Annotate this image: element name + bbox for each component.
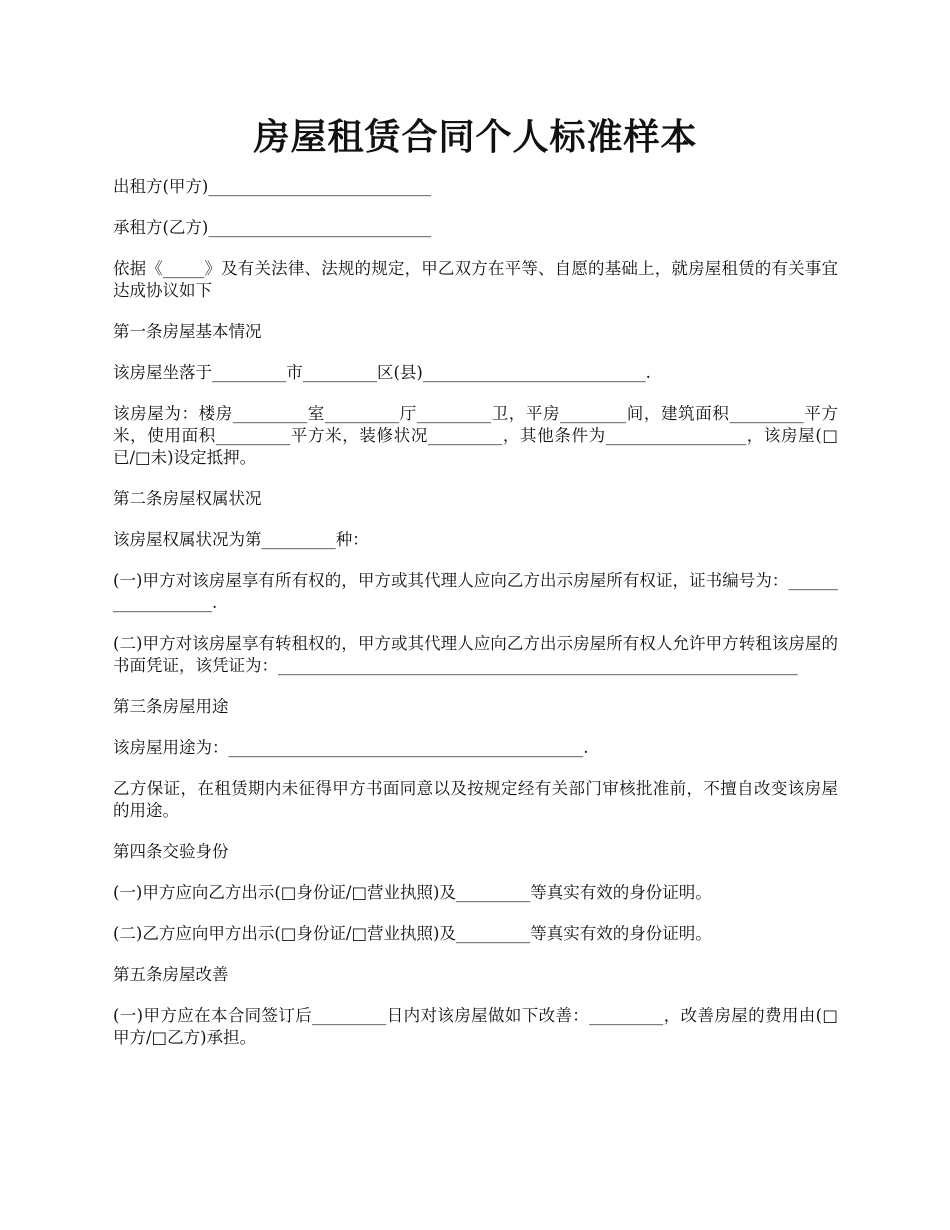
article-1-heading: 第一条房屋基本情况: [113, 322, 262, 341]
article-5-heading: 第五条房屋改善: [113, 965, 229, 984]
identity-clause-1: (一)甲方应向乙方出示(□身份证/□营业执照)及_________等真实有效的身份证明。: [113, 883, 712, 902]
ownership-clause-1: (一)甲方对该房屋享有所有权的，甲方或其代理人应向乙方出示房屋所有权证，证书编号为：__________________.: [113, 571, 838, 612]
property-details-paragraph: 该房屋为：楼房_________室_________厅_________卫，平房________间，建筑面积_________平方米，使用面积_________平方米，装修状况_________，其他条件为_________________，该房屋(□已/□未)设定抵押。: [113, 404, 838, 467]
usage-paragraph: 该房屋用途为：___________________________________________.: [113, 738, 589, 757]
article-3-heading: 第三条房屋用途: [113, 697, 229, 716]
document-title: 房屋租赁合同个人标准样本: [253, 116, 698, 158]
document-body: [113, 176, 838, 1049]
preamble-paragraph: 依据《_____》及有关法律、法规的规定，甲乙双方在平等、自愿的基础上，就房屋租赁的有关事宜达成协议如下: [113, 259, 838, 300]
article-4-heading: 第四条交验身份: [113, 842, 229, 861]
identity-clause-2: (二)乙方应向甲方出示(□身份证/□营业执照)及_________等真实有效的身份证明。: [113, 924, 712, 943]
lessee-line: 承租方(乙方)___________________________: [113, 218, 432, 237]
ownership-type-paragraph: 该房屋权属状况为第_________种：: [113, 530, 369, 549]
usage-guarantee-paragraph: 乙方保证，在租赁期内未征得甲方书面同意以及按规定经有关部门审核批准前，不擅自改变该房屋的用途。: [113, 779, 838, 820]
ownership-clause-2: (二)甲方对该房屋享有转租权的，甲方或其代理人应向乙方出示房屋所有权人允许甲方转租该房屋的书面凭证，该凭证为：_______________________________________________________________: [113, 634, 838, 675]
property-location-paragraph: 该房屋坐落于_________市_________区(县)___________________________.: [113, 363, 651, 382]
lessor-line: 出租方(甲方)___________________________: [113, 177, 432, 196]
article-2-heading: 第二条房屋权属状况: [113, 489, 262, 508]
improvement-clause-1: (一)甲方应在本合同签订后_________日内对该房屋做如下改善：_________，改善房屋的费用由(□甲方/□乙方)承担。: [113, 1006, 838, 1047]
